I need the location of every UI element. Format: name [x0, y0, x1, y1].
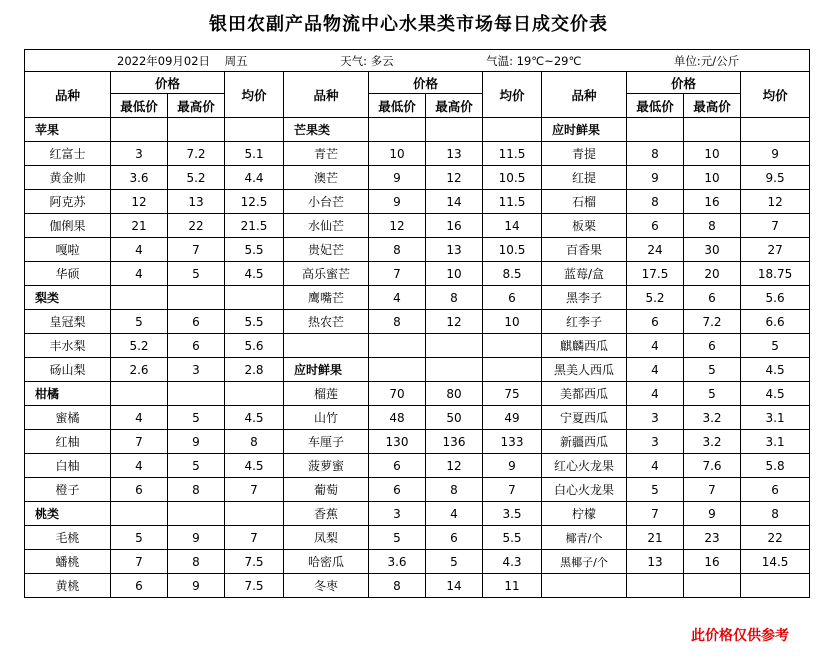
- variety-cell: 石榴: [542, 190, 627, 214]
- variety-cell: 菠萝蜜: [284, 454, 369, 478]
- avg-price-cell: 3.5: [483, 502, 542, 526]
- table-row: [25, 550, 810, 574]
- avg-price-cell: 4.5: [225, 262, 284, 286]
- min-price-cell: 48: [369, 406, 426, 430]
- variety-header: 品种: [284, 72, 369, 118]
- max-price-cell: 12: [426, 454, 483, 478]
- variety-cell: [542, 574, 627, 598]
- variety-cell: 哈密瓜: [284, 550, 369, 574]
- min-price-cell: 3: [111, 142, 168, 166]
- max-price-cell: 22: [168, 214, 225, 238]
- min-price-cell: 5.2: [111, 334, 168, 358]
- max-price-cell: 14: [426, 574, 483, 598]
- weather-text: 天气: 多云: [340, 53, 394, 68]
- min-price-cell: 7: [627, 502, 684, 526]
- avg-price-cell: 8: [741, 502, 810, 526]
- avg-price-cell: 5.5: [225, 310, 284, 334]
- variety-cell: 白柚: [25, 454, 111, 478]
- min-price-cell: 4: [111, 262, 168, 286]
- avg-price-cell: 4.3: [483, 550, 542, 574]
- table-row: [25, 382, 810, 406]
- min-price-cell: 4: [627, 358, 684, 382]
- category-label: 梨类: [25, 286, 111, 310]
- table-row: [25, 190, 810, 214]
- avg-price-cell: 133: [483, 430, 542, 454]
- avg-header: 均价: [741, 72, 810, 118]
- max-price-cell: 5: [168, 454, 225, 478]
- variety-cell: 柠檬: [542, 502, 627, 526]
- min-price-cell: 17.5: [627, 262, 684, 286]
- avg-price-cell: 2.8: [225, 358, 284, 382]
- avg-price-cell: 11.5: [483, 190, 542, 214]
- avg-price-cell: 7: [483, 478, 542, 502]
- empty-cell: [111, 286, 168, 310]
- min-price-cell: 2.6: [111, 358, 168, 382]
- category-label: 应时鲜果: [542, 118, 627, 142]
- variety-cell: 黄金帅: [25, 166, 111, 190]
- variety-cell: 白心火龙果: [542, 478, 627, 502]
- table-row: [25, 454, 810, 478]
- variety-cell: 车厘子: [284, 430, 369, 454]
- table-row: [25, 526, 810, 550]
- variety-cell: 红李子: [542, 310, 627, 334]
- max-price-cell: 8: [168, 550, 225, 574]
- empty-cell: [426, 358, 483, 382]
- max-price-cell: 3: [168, 358, 225, 382]
- header-row-2: [25, 94, 810, 118]
- category-label: 芒果类: [284, 118, 369, 142]
- category-label: 桃类: [25, 502, 111, 526]
- table-row: [25, 574, 810, 598]
- table-row: [25, 262, 810, 286]
- min-price-cell: 9: [369, 190, 426, 214]
- min-price-cell: 8: [369, 574, 426, 598]
- avg-price-cell: 6: [483, 286, 542, 310]
- avg-price-cell: 4.5: [225, 454, 284, 478]
- min-price-cell: 4: [369, 286, 426, 310]
- min-price-cell: 6: [627, 214, 684, 238]
- table-row: [25, 286, 810, 310]
- variety-header: 品种: [542, 72, 627, 118]
- max-price-cell: 6: [168, 334, 225, 358]
- variety-cell: 青提: [542, 142, 627, 166]
- empty-cell: [684, 118, 741, 142]
- max-price-cell: 5: [168, 262, 225, 286]
- max-price-cell: 4: [426, 502, 483, 526]
- variety-cell: 宁夏西瓜: [542, 406, 627, 430]
- avg-price-cell: 7.5: [225, 550, 284, 574]
- avg-price-cell: 3.1: [741, 406, 810, 430]
- table-row: [25, 406, 810, 430]
- avg-price-cell: 11: [483, 574, 542, 598]
- min-price-cell: 5: [627, 478, 684, 502]
- table-row: [25, 478, 810, 502]
- max-price-cell: 5: [684, 382, 741, 406]
- min-price-cell: 8: [627, 190, 684, 214]
- max-price-cell: 16: [426, 214, 483, 238]
- min-price-cell: 4: [627, 454, 684, 478]
- max-price-cell: 7.2: [168, 142, 225, 166]
- variety-cell: 麒麟西瓜: [542, 334, 627, 358]
- max-price-cell: 6: [684, 286, 741, 310]
- min-price-cell: 8: [369, 310, 426, 334]
- max-price-cell: 80: [426, 382, 483, 406]
- max-price-cell: 5: [684, 358, 741, 382]
- avg-price-cell: 3.1: [741, 430, 810, 454]
- variety-cell: 嘎啦: [25, 238, 111, 262]
- min-price-cell: 5: [369, 526, 426, 550]
- avg-price-cell: 5.5: [483, 526, 542, 550]
- variety-cell: 贵妃芒: [284, 238, 369, 262]
- empty-cell: [741, 118, 810, 142]
- max-price-cell: 3.2: [684, 430, 741, 454]
- max-price-cell: [684, 574, 741, 598]
- empty-cell: [168, 502, 225, 526]
- variety-cell: 橙子: [25, 478, 111, 502]
- empty-cell: [225, 286, 284, 310]
- variety-cell: 鹰嘴芒: [284, 286, 369, 310]
- max-price-cell: 6: [168, 310, 225, 334]
- avg-header: 均价: [225, 72, 284, 118]
- variety-cell: 蓝莓/盒: [542, 262, 627, 286]
- min-price-cell: 3: [627, 430, 684, 454]
- avg-price-cell: 49: [483, 406, 542, 430]
- variety-cell: 板栗: [542, 214, 627, 238]
- avg-price-cell: 5.1: [225, 142, 284, 166]
- variety-cell: 砀山梨: [25, 358, 111, 382]
- max-price-cell: 13: [168, 190, 225, 214]
- variety-cell: 黑椰子/个: [542, 550, 627, 574]
- avg-price-cell: 5.8: [741, 454, 810, 478]
- max-price-cell: 9: [168, 574, 225, 598]
- avg-price-cell: 5.6: [741, 286, 810, 310]
- variety-cell: 百香果: [542, 238, 627, 262]
- max-price-cell: 7.6: [684, 454, 741, 478]
- avg-price-cell: 10.5: [483, 238, 542, 262]
- avg-price-cell: 21.5: [225, 214, 284, 238]
- price-header: 价格: [369, 72, 483, 94]
- avg-price-cell: 5.6: [225, 334, 284, 358]
- table-row: [25, 214, 810, 238]
- price-header: 价格: [111, 72, 225, 94]
- min-price-cell: 3.6: [111, 166, 168, 190]
- max-price-cell: 5: [426, 550, 483, 574]
- min-price-cell: 130: [369, 430, 426, 454]
- variety-cell: 香蕉: [284, 502, 369, 526]
- variety-cell: 皇冠梨: [25, 310, 111, 334]
- avg-price-cell: 7: [225, 526, 284, 550]
- max-price-cell: 8: [684, 214, 741, 238]
- max-price-cell: 14: [426, 190, 483, 214]
- avg-price-cell: [741, 574, 810, 598]
- max-price-cell: 5: [168, 406, 225, 430]
- avg-header: 均价: [483, 72, 542, 118]
- min-price-cell: 10: [369, 142, 426, 166]
- table-row: [25, 238, 810, 262]
- empty-cell: [168, 382, 225, 406]
- disclaimer-note: 此价格仅供参考: [691, 628, 789, 644]
- variety-cell: 红富士: [25, 142, 111, 166]
- min-price-cell: 13: [627, 550, 684, 574]
- variety-cell: 蜜橘: [25, 406, 111, 430]
- max-price-cell: 30: [684, 238, 741, 262]
- max-price-cell: 136: [426, 430, 483, 454]
- empty-cell: [483, 118, 542, 142]
- info-row: [25, 50, 810, 72]
- max-price-cell: 10: [684, 142, 741, 166]
- empty-cell: [369, 358, 426, 382]
- avg-price-cell: 5.5: [225, 238, 284, 262]
- avg-price-cell: 11.5: [483, 142, 542, 166]
- category-label: 苹果: [25, 118, 111, 142]
- category-label: 应时鲜果: [284, 358, 369, 382]
- table-row: [25, 334, 810, 358]
- avg-price-cell: 9: [741, 142, 810, 166]
- variety-cell: [284, 334, 369, 358]
- variety-header: 品种: [25, 72, 111, 118]
- avg-price-cell: 10.5: [483, 166, 542, 190]
- avg-price-cell: 9.5: [741, 166, 810, 190]
- avg-price-cell: 6: [741, 478, 810, 502]
- variety-cell: 阿克苏: [25, 190, 111, 214]
- max-price-cell: 13: [426, 238, 483, 262]
- price-header: 价格: [627, 72, 741, 94]
- variety-cell: 蟠桃: [25, 550, 111, 574]
- max-price-cell: 7.2: [684, 310, 741, 334]
- min-price-cell: 5.2: [627, 286, 684, 310]
- variety-cell: 青芒: [284, 142, 369, 166]
- min-price-cell: 70: [369, 382, 426, 406]
- avg-price-cell: 7: [225, 478, 284, 502]
- avg-price-cell: 4.5: [225, 406, 284, 430]
- min-price-cell: 21: [111, 214, 168, 238]
- empty-cell: [225, 502, 284, 526]
- min-price-cell: 5: [111, 526, 168, 550]
- avg-price-cell: 12: [741, 190, 810, 214]
- avg-price-cell: 5: [741, 334, 810, 358]
- table-row: [25, 142, 810, 166]
- variety-cell: 水仙芒: [284, 214, 369, 238]
- min-price-cell: 3: [369, 502, 426, 526]
- avg-price-cell: 7.5: [225, 574, 284, 598]
- variety-cell: 华硕: [25, 262, 111, 286]
- min-price-cell: 12: [369, 214, 426, 238]
- min-price-cell: 4: [111, 406, 168, 430]
- min-price-cell: 4: [111, 454, 168, 478]
- weekday-text: 周五: [224, 53, 248, 68]
- min-price-cell: 12: [111, 190, 168, 214]
- empty-cell: [168, 286, 225, 310]
- max-price-cell: 20: [684, 262, 741, 286]
- variety-cell: 新疆西瓜: [542, 430, 627, 454]
- min-price-cell: 8: [627, 142, 684, 166]
- variety-cell: 黑美人西瓜: [542, 358, 627, 382]
- category-label: 柑橘: [25, 382, 111, 406]
- variety-cell: 红心火龙果: [542, 454, 627, 478]
- min-price-cell: 9: [627, 166, 684, 190]
- min-price-cell: [627, 574, 684, 598]
- min-price-cell: 6: [369, 478, 426, 502]
- max-price-header: 最高价: [168, 94, 225, 118]
- min-price-cell: 5: [111, 310, 168, 334]
- price-table: [24, 49, 810, 598]
- avg-price-cell: 10: [483, 310, 542, 334]
- avg-price-cell: 8.5: [483, 262, 542, 286]
- empty-cell: [627, 118, 684, 142]
- avg-price-cell: 4.5: [741, 382, 810, 406]
- min-price-cell: 4: [627, 382, 684, 406]
- min-price-cell: 6: [111, 478, 168, 502]
- page-title: 银田农副产品物流中心水果类市场每日成交价表: [209, 14, 608, 35]
- max-price-cell: 16: [684, 190, 741, 214]
- min-price-header: 最低价: [369, 94, 426, 118]
- min-price-cell: 3.6: [369, 550, 426, 574]
- max-price-cell: 6: [684, 334, 741, 358]
- min-price-cell: 7: [369, 262, 426, 286]
- avg-price-cell: 4.4: [225, 166, 284, 190]
- variety-cell: 红提: [542, 166, 627, 190]
- variety-cell: 伽俐果: [25, 214, 111, 238]
- max-price-cell: 16: [684, 550, 741, 574]
- min-price-cell: 4: [111, 238, 168, 262]
- avg-price-cell: 14.5: [741, 550, 810, 574]
- avg-price-cell: 14: [483, 214, 542, 238]
- variety-cell: 热农芒: [284, 310, 369, 334]
- avg-price-cell: 22: [741, 526, 810, 550]
- min-price-cell: 21: [627, 526, 684, 550]
- avg-price-cell: 27: [741, 238, 810, 262]
- min-price-cell: 24: [627, 238, 684, 262]
- empty-cell: [426, 118, 483, 142]
- header-row-1: [25, 72, 810, 94]
- variety-cell: 凤梨: [284, 526, 369, 550]
- avg-price-cell: 8: [225, 430, 284, 454]
- avg-price-cell: 7: [741, 214, 810, 238]
- table-row: [25, 118, 810, 142]
- max-price-cell: [426, 334, 483, 358]
- avg-price-cell: 12.5: [225, 190, 284, 214]
- avg-price-cell: 4.5: [741, 358, 810, 382]
- max-price-cell: 7: [684, 478, 741, 502]
- max-price-cell: 9: [168, 526, 225, 550]
- min-price-cell: 9: [369, 166, 426, 190]
- max-price-cell: 8: [426, 478, 483, 502]
- variety-cell: 澳芒: [284, 166, 369, 190]
- min-price-cell: 6: [627, 310, 684, 334]
- max-price-cell: 10: [426, 262, 483, 286]
- max-price-cell: 9: [684, 502, 741, 526]
- temperature-text: 气温: 19℃~29℃: [486, 53, 582, 68]
- avg-price-cell: 75: [483, 382, 542, 406]
- variety-cell: 黑李子: [542, 286, 627, 310]
- variety-cell: 冬枣: [284, 574, 369, 598]
- empty-cell: [369, 118, 426, 142]
- max-price-cell: 7: [168, 238, 225, 262]
- variety-cell: 丰水梨: [25, 334, 111, 358]
- min-price-cell: [369, 334, 426, 358]
- variety-cell: 美都西瓜: [542, 382, 627, 406]
- min-price-cell: 4: [627, 334, 684, 358]
- avg-price-cell: [483, 334, 542, 358]
- min-price-cell: 7: [111, 430, 168, 454]
- max-price-cell: 5.2: [168, 166, 225, 190]
- min-price-header: 最低价: [111, 94, 168, 118]
- variety-cell: 椰青/个: [542, 526, 627, 550]
- max-price-cell: 23: [684, 526, 741, 550]
- avg-price-cell: 6.6: [741, 310, 810, 334]
- max-price-cell: 9: [168, 430, 225, 454]
- max-price-cell: 12: [426, 310, 483, 334]
- empty-cell: [111, 118, 168, 142]
- variety-cell: 黄桃: [25, 574, 111, 598]
- empty-cell: [225, 382, 284, 406]
- variety-cell: 红柚: [25, 430, 111, 454]
- table-row: [25, 166, 810, 190]
- variety-cell: 高乐蜜芒: [284, 262, 369, 286]
- empty-cell: [225, 118, 284, 142]
- max-price-cell: 10: [684, 166, 741, 190]
- min-price-cell: 8: [369, 238, 426, 262]
- empty-cell: [111, 382, 168, 406]
- max-price-cell: 50: [426, 406, 483, 430]
- max-price-cell: 8: [168, 478, 225, 502]
- table-row: [25, 430, 810, 454]
- avg-price-cell: 9: [483, 454, 542, 478]
- min-price-cell: 6: [369, 454, 426, 478]
- min-price-cell: 7: [111, 550, 168, 574]
- min-price-cell: 6: [111, 574, 168, 598]
- table-row: [25, 502, 810, 526]
- max-price-header: 最高价: [426, 94, 483, 118]
- min-price-cell: 3: [627, 406, 684, 430]
- variety-cell: 榴莲: [284, 382, 369, 406]
- empty-cell: [168, 118, 225, 142]
- table-row: [25, 310, 810, 334]
- date-text: 2022年09月02日 周五: [117, 53, 248, 68]
- max-price-cell: 13: [426, 142, 483, 166]
- max-price-cell: 3.2: [684, 406, 741, 430]
- unit-text: 单位:元/公斤: [673, 53, 740, 68]
- variety-cell: 葡萄: [284, 478, 369, 502]
- max-price-header: 最高价: [684, 94, 741, 118]
- max-price-cell: 6: [426, 526, 483, 550]
- variety-cell: 毛桃: [25, 526, 111, 550]
- avg-price-cell: 18.75: [741, 262, 810, 286]
- empty-cell: [483, 358, 542, 382]
- table-row: [25, 358, 810, 382]
- variety-cell: 山竹: [284, 406, 369, 430]
- max-price-cell: 12: [426, 166, 483, 190]
- variety-cell: 小台芒: [284, 190, 369, 214]
- max-price-cell: 8: [426, 286, 483, 310]
- min-price-header: 最低价: [627, 94, 684, 118]
- empty-cell: [111, 502, 168, 526]
